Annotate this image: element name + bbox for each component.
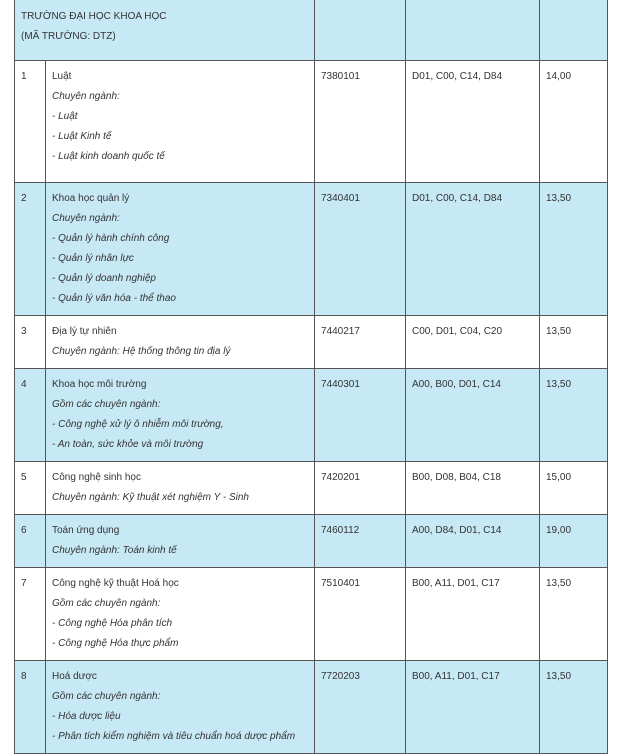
row-number: 6 bbox=[21, 525, 27, 536]
major-code-cell bbox=[315, 515, 406, 568]
subject-combinations: C00, D01, C04, C20 bbox=[412, 326, 503, 337]
header-empty-cell bbox=[540, 0, 608, 61]
specialization-item: - Phân tích kiểm nghiệm và tiêu chuẩn hoá dược phẩm bbox=[52, 731, 296, 742]
row-number: 4 bbox=[21, 379, 27, 390]
specialization-title: Chuyên ngành: Hệ thống thông tin địa lý bbox=[52, 346, 231, 357]
row-number: 7 bbox=[21, 578, 27, 589]
subject-combination-cell bbox=[406, 462, 540, 515]
subject-combination-cell bbox=[406, 183, 540, 316]
major-name: Công nghệ kỹ thuật Hoá học bbox=[52, 578, 179, 589]
major-code: 7720203 bbox=[321, 671, 360, 682]
row-number: 5 bbox=[21, 472, 27, 483]
major-code: 7460112 bbox=[321, 525, 360, 536]
major-cell bbox=[46, 661, 315, 754]
major-name: Hoá dược bbox=[52, 671, 97, 682]
subject-combination-cell bbox=[406, 661, 540, 754]
stt-cell bbox=[15, 183, 46, 316]
score-cell bbox=[540, 183, 608, 316]
cutoff-score: 13,50 bbox=[546, 326, 572, 337]
major-code: 7440301 bbox=[321, 379, 360, 390]
cutoff-score: 15,00 bbox=[546, 472, 572, 483]
header-empty-cell bbox=[406, 0, 540, 61]
major-code: 7340401 bbox=[321, 193, 360, 204]
specialization-item: - Quản lý doanh nghiệp bbox=[52, 273, 156, 284]
stt-cell bbox=[15, 462, 46, 515]
cutoff-score: 13,50 bbox=[546, 578, 572, 589]
specialization-title: Gồm các chuyên ngành: bbox=[52, 691, 161, 702]
table-body bbox=[15, 0, 608, 754]
major-cell bbox=[46, 61, 315, 183]
specialization-item: - Quản lý nhân lực bbox=[52, 253, 134, 264]
specialization-title: Chuyên ngành: bbox=[52, 213, 120, 224]
subject-combination-cell bbox=[406, 61, 540, 183]
header-empty-cell bbox=[315, 0, 406, 61]
subject-combinations: B00, A11, D01, C17 bbox=[412, 671, 500, 682]
subject-combinations: A00, B00, D01, C14 bbox=[412, 379, 501, 390]
cutoff-score: 19,00 bbox=[546, 525, 572, 536]
major-name: Khoa học môi trường bbox=[52, 379, 147, 390]
major-code-cell bbox=[315, 61, 406, 183]
subject-combination-cell bbox=[406, 369, 540, 462]
major-code: 7510401 bbox=[321, 578, 360, 589]
school-name: TRƯỜNG ĐẠI HỌC KHOA HỌC bbox=[21, 11, 167, 22]
specialization-item: - Công nghệ Hóa thực phẩm bbox=[52, 638, 179, 649]
school-header-row bbox=[15, 0, 608, 61]
admission-score-table bbox=[14, 0, 608, 754]
row-number: 2 bbox=[21, 193, 27, 204]
major-name: Luật bbox=[52, 71, 72, 82]
cutoff-score: 13,50 bbox=[546, 379, 572, 390]
specialization-title: Gồm các chuyên ngành: bbox=[52, 598, 161, 609]
major-code-cell bbox=[315, 462, 406, 515]
specialization-title: Gồm các chuyên ngành: bbox=[52, 399, 161, 410]
specialization-item: - Quản lý hành chính công bbox=[52, 233, 170, 244]
major-code: 7380101 bbox=[321, 71, 360, 82]
table-row bbox=[15, 183, 608, 316]
score-cell bbox=[540, 316, 608, 369]
subject-combinations: A00, D84, D01, C14 bbox=[412, 525, 502, 536]
specialization-title: Chuyên ngành: bbox=[52, 91, 120, 102]
major-cell bbox=[46, 462, 315, 515]
major-cell bbox=[46, 183, 315, 316]
major-code-cell bbox=[315, 661, 406, 754]
subject-combinations: B00, D08, B04, C18 bbox=[412, 472, 501, 483]
table-row bbox=[15, 462, 608, 515]
specialization-item: - Công nghệ xử lý ô nhiễm môi trường, bbox=[52, 419, 224, 430]
major-code-cell bbox=[315, 369, 406, 462]
school-code: (MÃ TRƯỜNG: DTZ) bbox=[21, 31, 116, 42]
specialization-item: - An toàn, sức khỏe và môi trường bbox=[52, 439, 204, 450]
score-cell bbox=[540, 61, 608, 183]
subject-combinations: D01, C00, C14, D84 bbox=[412, 193, 503, 204]
row-number: 8 bbox=[21, 671, 27, 682]
specialization-item: - Luật kinh doanh quốc tế bbox=[52, 151, 165, 162]
table-row bbox=[15, 661, 608, 754]
subject-combination-cell bbox=[406, 515, 540, 568]
major-code-cell bbox=[315, 568, 406, 661]
cutoff-score: 13,50 bbox=[546, 671, 572, 682]
school-header-cell bbox=[15, 0, 315, 61]
subject-combination-cell bbox=[406, 568, 540, 661]
major-code-cell bbox=[315, 316, 406, 369]
major-code: 7420201 bbox=[321, 472, 360, 483]
table-row bbox=[15, 316, 608, 369]
stt-cell bbox=[15, 61, 46, 183]
score-cell bbox=[540, 515, 608, 568]
table-row bbox=[15, 369, 608, 462]
stt-cell bbox=[15, 515, 46, 568]
stt-cell bbox=[15, 316, 46, 369]
specialization-item: - Công nghệ Hóa phân tích bbox=[52, 618, 173, 629]
table-row bbox=[15, 61, 608, 183]
specialization-title: Chuyên ngành: Kỹ thuật xét nghiệm Y - Sinh bbox=[52, 492, 249, 503]
subject-combinations: B00, A11, D01, C17 bbox=[412, 578, 500, 589]
cutoff-score: 14,00 bbox=[546, 71, 572, 82]
stt-cell bbox=[15, 369, 46, 462]
major-cell bbox=[46, 568, 315, 661]
major-name: Toán ứng dụng bbox=[52, 525, 120, 536]
stt-cell bbox=[15, 568, 46, 661]
score-cell bbox=[540, 369, 608, 462]
table-row bbox=[15, 568, 608, 661]
major-cell bbox=[46, 316, 315, 369]
cutoff-score: 13,50 bbox=[546, 193, 572, 204]
major-name: Khoa học quản lý bbox=[52, 193, 130, 204]
row-number: 3 bbox=[21, 326, 27, 337]
specialization-item: - Luật Kinh tế bbox=[52, 131, 112, 142]
score-cell bbox=[540, 568, 608, 661]
specialization-item: - Luật bbox=[52, 111, 78, 122]
major-code: 7440217 bbox=[321, 326, 360, 337]
major-name: Địa lý tự nhiên bbox=[52, 326, 117, 337]
major-cell bbox=[46, 369, 315, 462]
subject-combination-cell bbox=[406, 316, 540, 369]
subject-combinations: D01, C00, C14, D84 bbox=[412, 71, 503, 82]
stt-cell bbox=[15, 661, 46, 754]
major-code-cell bbox=[315, 183, 406, 316]
row-number: 1 bbox=[21, 71, 27, 82]
specialization-title: Chuyên ngành: Toán kinh tế bbox=[52, 545, 177, 556]
specialization-item: - Hóa dược liệu bbox=[52, 711, 121, 722]
score-cell bbox=[540, 462, 608, 515]
major-cell bbox=[46, 515, 315, 568]
table-row bbox=[15, 515, 608, 568]
major-name: Công nghệ sinh học bbox=[52, 472, 141, 483]
specialization-item: - Quản lý văn hóa - thể thao bbox=[52, 293, 176, 304]
score-cell bbox=[540, 661, 608, 754]
